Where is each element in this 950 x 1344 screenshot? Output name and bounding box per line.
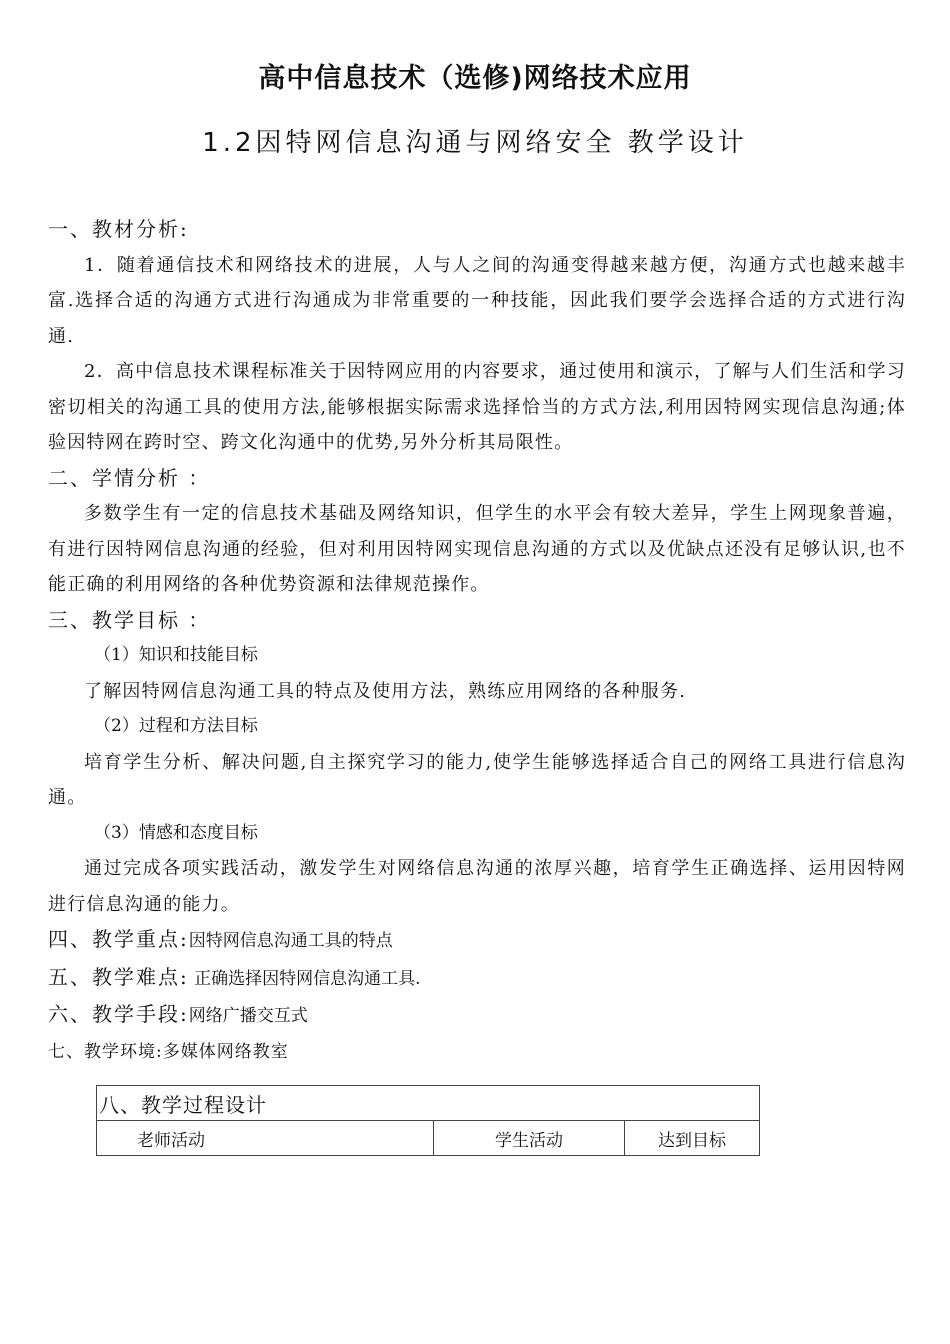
means-label: 六、教学手段:: [48, 1002, 189, 1026]
materials-paragraph-2: 2．高中信息技术课程标准关于因特网应用的内容要求，通过使用和演示，了解与人们生活和学习密切相关的沟通工具的使用方法,能够根据实际需求选择恰当的方式方法,利用因特网实现信息沟通;体验因特网在跨时空、跨文化沟通中的优势,另外分析其局限性。: [48, 361, 906, 453]
section-difficulties: [48, 960, 906, 998]
section-heading-objectives: 三、教学目标 ：: [48, 607, 211, 632]
teaching-process-table: [96, 1085, 760, 1156]
header-goal: 达到目标: [625, 1121, 760, 1156]
materials-paragraph-1: 1．随着通信技术和网络技术的进展，人与人之间的沟通变得越来越方便，沟通方式也越来越丰富.选择合适的沟通方式进行沟通成为非常重要的一种技能，因此我们要学会选择合适的方式进行沟通.: [48, 254, 906, 347]
objective-1-text: 了解因特网信息沟通工具的特点及使用方法，熟练应用网络的各种服务.: [84, 680, 687, 702]
document-title: 高中信息技术（选修)网络技术应用: [258, 63, 692, 94]
document-subtitle: 1.2因特网信息沟通与网络安全 教学设计: [202, 128, 748, 158]
table-caption: 八、教学过程设计: [97, 1086, 760, 1121]
objective-2-label: （2）过程和方法目标: [94, 716, 258, 736]
objective-3-text: 通过完成各项实践活动，激发学生对网络信息沟通的浓厚兴趣，培育学生正确选择、运用因特网进行信息沟通的能力。: [48, 858, 906, 915]
objective-1-label: （1）知识和技能目标: [94, 645, 258, 665]
header-student-activity: 学生活动: [434, 1121, 625, 1156]
key-points-label: 四、教学重点:: [48, 927, 189, 951]
students-paragraph: 多数学生有一定的信息技术基础及网络知识，但学生的水平会有较大差异，学生上网现象普遍，有进行因特网信息沟通的经验，但对利用因特网实现信息沟通的方式以及优缺点还没有足够认识,也不能正确的利用网络的各种优势资源和法律规范操作。: [48, 503, 906, 595]
means-value: 网络广播交互式: [188, 1006, 308, 1026]
section-environment: 七、教学环境:多媒体网络教室: [48, 1041, 289, 1062]
section-heading-students: 二、学情分析 ：: [48, 465, 211, 490]
section-key-points: [48, 922, 906, 960]
difficulties-value: 正确选择因特网信息沟通工具.: [188, 968, 421, 989]
document-body: [48, 212, 906, 1070]
difficulties-label: 五、教学难点:: [48, 964, 189, 989]
section-heading-materials: 一、教材分析:: [48, 217, 189, 241]
header-teacher-activity: 老师活动: [97, 1121, 434, 1156]
objective-3-label: （3）情感和态度目标: [94, 822, 258, 843]
table-header-row: [97, 1121, 760, 1156]
section-means: [48, 997, 906, 1035]
key-points-value: 因特网信息沟通工具的特点: [188, 931, 393, 951]
objective-2-text: 培育学生分析、解决问题,自主探究学习的能力,使学生能够选择适合自己的网络工具进行信息沟通。: [48, 751, 906, 808]
